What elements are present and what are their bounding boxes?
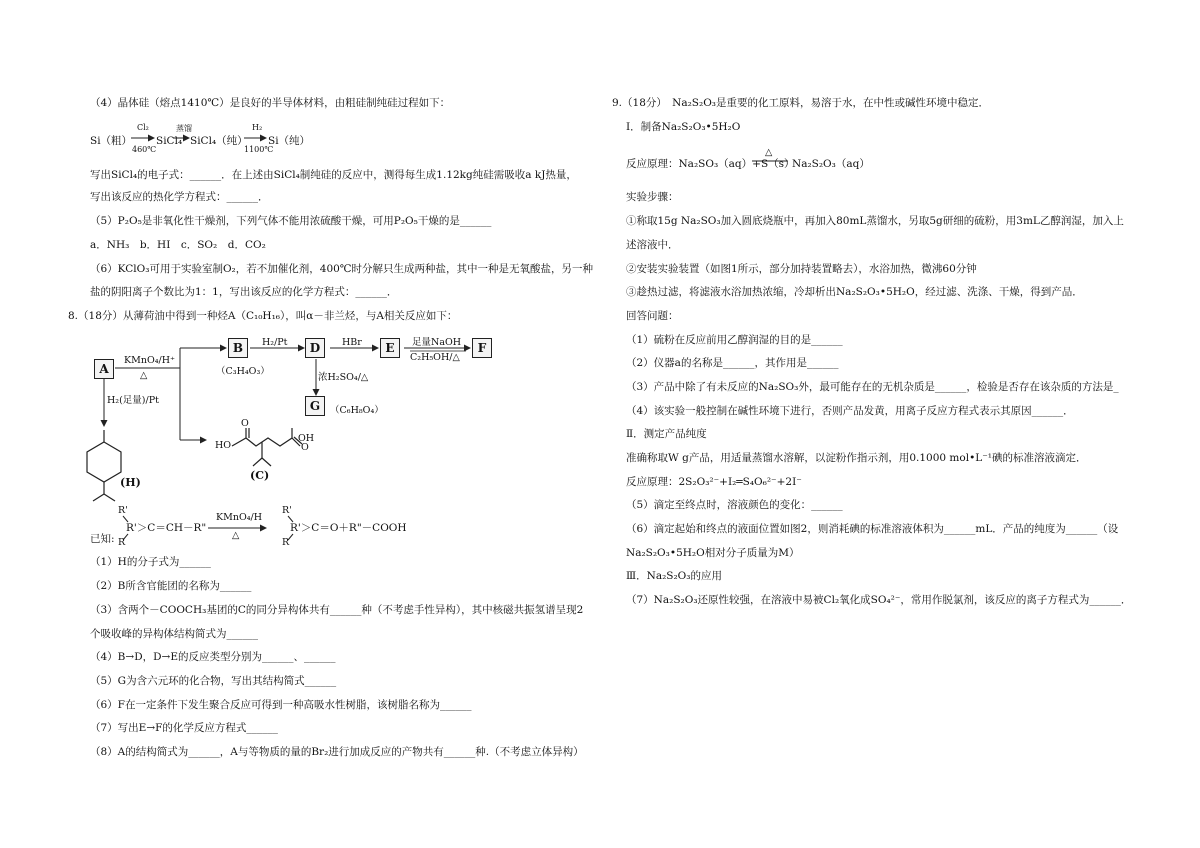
q8-item-3b: 个吸收峰的异构体结构简式为______ — [90, 628, 258, 640]
chain-arrow3-top: H₂ — [252, 123, 263, 132]
q4-line2: 写出该反应的热化学方程式：______． — [90, 191, 269, 203]
known-r-bottom: R — [118, 537, 126, 548]
chain-start: Si（粗） — [90, 135, 133, 147]
h-label: (H) — [120, 476, 141, 489]
known-prod-r-top: R' — [282, 505, 292, 516]
principle-2: 反应原理：2S₂O₃²⁻+I₂═S₄O₆²⁻+2I⁻ — [626, 476, 802, 488]
q8-item-6: （6）F在一定条件下发生聚合反应可得到一种高吸水性树脂，该树脂名称为______ — [90, 699, 472, 711]
known-product: R'＞C＝O＋R"－COOH — [290, 522, 407, 534]
known-label: 已知: — [90, 533, 115, 545]
q4-intro: （4）晶体硅（熔点1410℃）是良好的半导体材料，由粗硅制纯硅过程如下： — [90, 97, 451, 109]
c-ho-label: HO — [215, 440, 232, 451]
compound-d-box: D — [305, 338, 325, 358]
h2so4-label: 浓H₂SO₄/△ — [318, 372, 369, 383]
known-reactant: R'＞C＝CH－R" — [126, 522, 207, 534]
step-2: ②安装实验装置（如图1所示，部分加持装置略去），水浴加热，微沸60分钟 — [626, 263, 977, 275]
q8-title: 8.（18分）从薄荷油中得到一种烃A（C₁₀H₁₆），叫α－非兰烃，与A相关反应如下： — [68, 310, 458, 322]
q9-item-6-line1: （6）滴定起始和终点的液面位置如图2，则消耗碘的标准溶液体积为______mL．产品的纯度为______（设 — [626, 523, 1119, 535]
chain-mid2: SiCl₄（纯） — [190, 135, 248, 147]
q8-item-8: （8）A的结构简式为______，A与等物质的量的Br₂进行加成反应的产物共有______种.（不考虑立体异构） — [90, 746, 584, 758]
chain-arrow2-top: 蒸馏 — [176, 124, 192, 133]
q9-item-5: （5）滴定至终点时，溶液颜色的变化：______ — [626, 499, 843, 511]
compound-a-box: A — [94, 359, 114, 379]
q9-item-2: （2）仪器a的名称是______，其作用是______ — [626, 357, 839, 369]
compound-f-box: F — [472, 338, 492, 358]
chain-arrow1-bottom: 460℃ — [132, 145, 157, 154]
h2pt-label: H₂/Pt — [262, 337, 288, 348]
c-label: (C) — [250, 469, 270, 482]
q8-item-2: （2）B所含官能团的名称为______ — [90, 580, 252, 592]
q8-item-4: （4）B→D，D→E的反应类型分别为______、______ — [90, 651, 336, 663]
compound-g-box: G — [305, 396, 325, 416]
known-prod-r-bottom: R — [282, 537, 290, 548]
section-2: Ⅱ．测定产品纯度 — [626, 428, 707, 440]
principle-1: 反应原理：Na₂SO₃（aq）+S（s） — [626, 158, 795, 170]
measure-text: 准确称取W g产品，用适量蒸馏水溶解，以淀粉作指示剂，用0.1000 mol•L⁻¹碘的标准溶液滴定． — [626, 452, 1087, 464]
c-o-left: O — [241, 418, 249, 429]
compound-b-box: B — [228, 338, 248, 358]
answer-label: 回答问题： — [626, 310, 679, 322]
step-3: ③趁热过滤，将滤液水浴加热浓缩，冷却析出Na₂S₂O₃•5H₂O，经过滤、洗涤、干燥，得到产品． — [626, 286, 1083, 298]
chain-end: Si（纯） — [268, 135, 311, 147]
step-1-line2: 述溶液中． — [626, 239, 679, 251]
q9-item-3: （3）产品中除了有未反应的Na₂SO₃外，最可能存在的无机杂质是______，检验是否存在该杂质的方法是_ — [626, 381, 1119, 393]
q9-title: 9.（18分） Na₂S₂O₃是重要的化工原料，易溶于水，在中性或碱性环境中稳定． — [612, 97, 990, 109]
b-formula: （C₃H₄O₃） — [216, 366, 270, 377]
q6-line1: （6）KClO₃可用于实验室制O₂，若不加催化剂，400℃时分解只生成两种盐，其中一种是无氧酸盐，另一种 — [90, 263, 594, 275]
principle-delta: △ — [765, 147, 773, 158]
q8-item-1: （1）H的分子式为______ — [90, 556, 211, 568]
chain-arrow3-bottom: 1100℃ — [244, 145, 274, 154]
c-oh-label: OH — [298, 433, 315, 444]
q8-item-3: （3）含两个－COOCH₃基团的C的同分异构体共有______种（不考虑手性异构），其中核磁共振氢谱呈现2 — [90, 604, 584, 616]
known-delta: △ — [232, 530, 240, 541]
q6-line2: 盐的阴阳离子个数比为1：1，写出该反应的化学方程式：______． — [90, 286, 398, 298]
section-1: Ⅰ．制备Na₂S₂O₃•5H₂O — [626, 121, 741, 133]
principle-1-product: Na₂S₂O₃（aq） — [792, 158, 870, 170]
steps-label: 实验步骤： — [626, 191, 679, 203]
q9-item-7: （7）Na₂S₂O₃还原性较强，在溶液中易被Cl₂氧化成SO₄²⁻，常用作脱氯剂，该反应的离子方程式为______． — [626, 594, 1132, 606]
known-reagent: KMnO₄/H — [216, 512, 263, 523]
chain-mid1: SiCl₄ — [156, 135, 183, 147]
h2-excess-label: H₂(足量)/Pt — [107, 395, 159, 406]
q5: （5）P₂O₅是非氧化性干燥剂，下列气体不能用浓硫酸干燥，可用P₂O₅干燥的是______ — [90, 215, 492, 227]
compound-e-box: E — [380, 338, 400, 358]
g-formula: （C₆H₈O₄） — [330, 405, 384, 416]
q9-item-1: （1）硫粉在反应前用乙醇润湿的目的是______ — [626, 334, 843, 346]
q8-item-5: （5）G为含六元环的化合物，写出其结构简式______ — [90, 675, 337, 687]
q8-item-7: （7）写出E→F的化学反应方程式______ — [90, 722, 278, 734]
kmno4-label: KMnO₄/H⁺ — [124, 355, 176, 366]
step-1-line1: ①称取15g Na₂SO₃加入圆底烧瓶中，再加入80mL蒸馏水，另取5g研细的硫粉，用3mL乙醇润湿，加入上 — [626, 215, 1124, 227]
q9-item-6-line2: Na₂S₂O₃•5H₂O相对分子质量为M） — [626, 547, 800, 559]
naoh-label: 足量NaOH — [412, 337, 462, 348]
section-3: Ⅲ．Na₂S₂O₃的应用 — [626, 570, 723, 582]
chain-arrow1-top: Cl₂ — [137, 123, 149, 132]
c-o-right: O — [301, 442, 309, 453]
q5-options: a．NH₃ b．HI c．SO₂ d．CO₂ — [90, 239, 266, 251]
known-r-top: R' — [118, 505, 128, 516]
q4-line1: 写出SiCl₄的电子式：______．在上述由SiCl₄制纯硅的反应中，测得每生成1.12kg纯硅需吸收a kJ热量， — [90, 169, 577, 181]
hbr-label: HBr — [342, 337, 362, 348]
q9-item-4: （4）该实验一般控制在碱性环境下进行，否则产品发黄，用离子反应方程式表示其原因______． — [626, 405, 1074, 417]
delta-a: △ — [140, 370, 148, 381]
etoh-label: C₂H₅OH/△ — [410, 352, 460, 363]
